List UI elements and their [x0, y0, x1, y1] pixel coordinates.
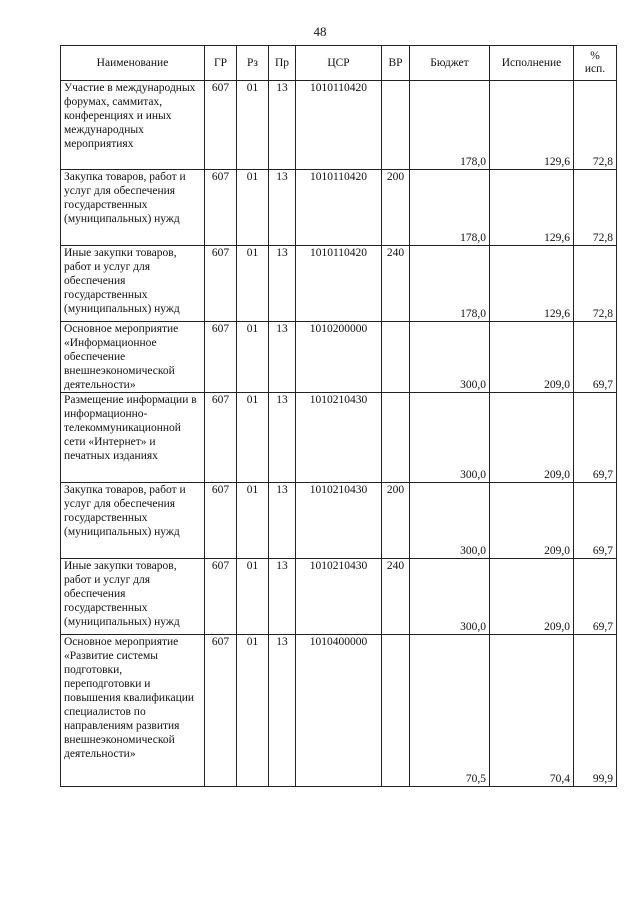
row-execution: 129,6 [490, 81, 574, 170]
row-name: Закупка товаров, работ и услуг для обеспечения государственных (муниципальных) нужд [61, 170, 205, 246]
header-gr: ГР [205, 46, 237, 81]
row-name: Закупка товаров, работ и услуг для обеспечения государственных (муниципальных) нужд [61, 483, 205, 559]
row-budget: 300,0 [410, 322, 490, 393]
row-rz: 01 [237, 559, 269, 635]
row-vr [382, 635, 410, 787]
header-vr: ВР [382, 46, 410, 81]
row-pct: 72,8 [574, 81, 617, 170]
row-name: Иные закупки товаров, работ и услуг для обеспечения государственных (муниципальных) нужд [61, 246, 205, 322]
row-execution: 129,6 [490, 170, 574, 246]
row-gr: 607 [205, 170, 237, 246]
table-row [61, 81, 617, 170]
row-csr: 1010210430 [296, 559, 382, 635]
row-pct: 69,7 [574, 559, 617, 635]
row-pr: 13 [269, 246, 296, 322]
row-pr: 13 [269, 393, 296, 483]
row-pct: 69,7 [574, 483, 617, 559]
row-pr: 13 [269, 483, 296, 559]
row-budget: 178,0 [410, 170, 490, 246]
row-execution: 70,4 [490, 635, 574, 787]
row-execution: 209,0 [490, 559, 574, 635]
row-gr: 607 [205, 322, 237, 393]
row-rz: 01 [237, 170, 269, 246]
table-row [61, 559, 617, 635]
row-budget: 300,0 [410, 393, 490, 483]
row-csr: 1010110420 [296, 246, 382, 322]
row-budget: 178,0 [410, 246, 490, 322]
header-name: Наименование [61, 46, 205, 81]
row-name: Участие в международных форумах, саммитах, конференциях и иных международных мероприятиях [61, 81, 205, 170]
header-csr: ЦСР [296, 46, 382, 81]
row-budget: 70,5 [410, 635, 490, 787]
row-vr [382, 322, 410, 393]
header-pct [574, 46, 617, 81]
row-pct: 69,7 [574, 393, 617, 483]
row-vr: 240 [382, 246, 410, 322]
row-budget: 300,0 [410, 559, 490, 635]
row-pct: 99,9 [574, 635, 617, 787]
table-body [61, 81, 617, 787]
page-number: 48 [313, 24, 327, 39]
budget-execution-table [60, 45, 617, 787]
row-vr: 200 [382, 170, 410, 246]
row-pct: 72,8 [574, 170, 617, 246]
header-pct-sign: % [590, 50, 600, 62]
row-pr: 13 [269, 559, 296, 635]
row-pr: 13 [269, 635, 296, 787]
row-vr [382, 81, 410, 170]
header-execution: Исполнение [490, 46, 574, 81]
row-name: Иные закупки товаров, работ и услуг для обеспечения государственных (муниципальных) нужд [61, 559, 205, 635]
table-row [61, 483, 617, 559]
row-rz: 01 [237, 81, 269, 170]
header-pr: Пр [269, 46, 296, 81]
table-row [61, 170, 617, 246]
row-vr: 200 [382, 483, 410, 559]
row-rz: 01 [237, 635, 269, 787]
header-budget: Бюджет [410, 46, 490, 81]
row-pr: 13 [269, 81, 296, 170]
table-row [61, 322, 617, 393]
row-execution: 209,0 [490, 322, 574, 393]
row-gr: 607 [205, 559, 237, 635]
row-execution: 209,0 [490, 483, 574, 559]
row-gr: 607 [205, 635, 237, 787]
row-budget: 178,0 [410, 81, 490, 170]
table-row [61, 635, 617, 787]
row-name: Основное мероприятие «Развитие системы подготовки, переподготовки и повышения квалификации специалистов по направлениям развития внешнеэкономической деятельности» [61, 635, 205, 787]
row-pr: 13 [269, 322, 296, 393]
row-rz: 01 [237, 246, 269, 322]
row-execution: 209,0 [490, 393, 574, 483]
row-name: Размещение информации в информационно-телекоммуникационной сети «Интернет» и печатных изданиях [61, 393, 205, 483]
row-pct: 72,8 [574, 246, 617, 322]
row-pr: 13 [269, 170, 296, 246]
header-pct-label: исп. [584, 63, 606, 75]
table-header-row [61, 46, 617, 81]
row-csr: 1010400000 [296, 635, 382, 787]
row-vr: 240 [382, 559, 410, 635]
row-vr [382, 393, 410, 483]
table-row [61, 393, 617, 483]
row-pct: 69,7 [574, 322, 617, 393]
row-csr: 1010110420 [296, 170, 382, 246]
row-name: Основное мероприятие «Информационное обеспечение внешнеэкономической деятельности» [61, 322, 205, 393]
row-budget: 300,0 [410, 483, 490, 559]
header-rz: Рз [237, 46, 269, 81]
row-rz: 01 [237, 322, 269, 393]
row-gr: 607 [205, 81, 237, 170]
row-csr: 1010210430 [296, 483, 382, 559]
row-rz: 01 [237, 393, 269, 483]
row-rz: 01 [237, 483, 269, 559]
row-gr: 607 [205, 246, 237, 322]
row-execution: 129,6 [490, 246, 574, 322]
row-csr: 1010110420 [296, 81, 382, 170]
row-csr: 1010200000 [296, 322, 382, 393]
row-csr: 1010210430 [296, 393, 382, 483]
table-row [61, 246, 617, 322]
row-gr: 607 [205, 483, 237, 559]
row-gr: 607 [205, 393, 237, 483]
